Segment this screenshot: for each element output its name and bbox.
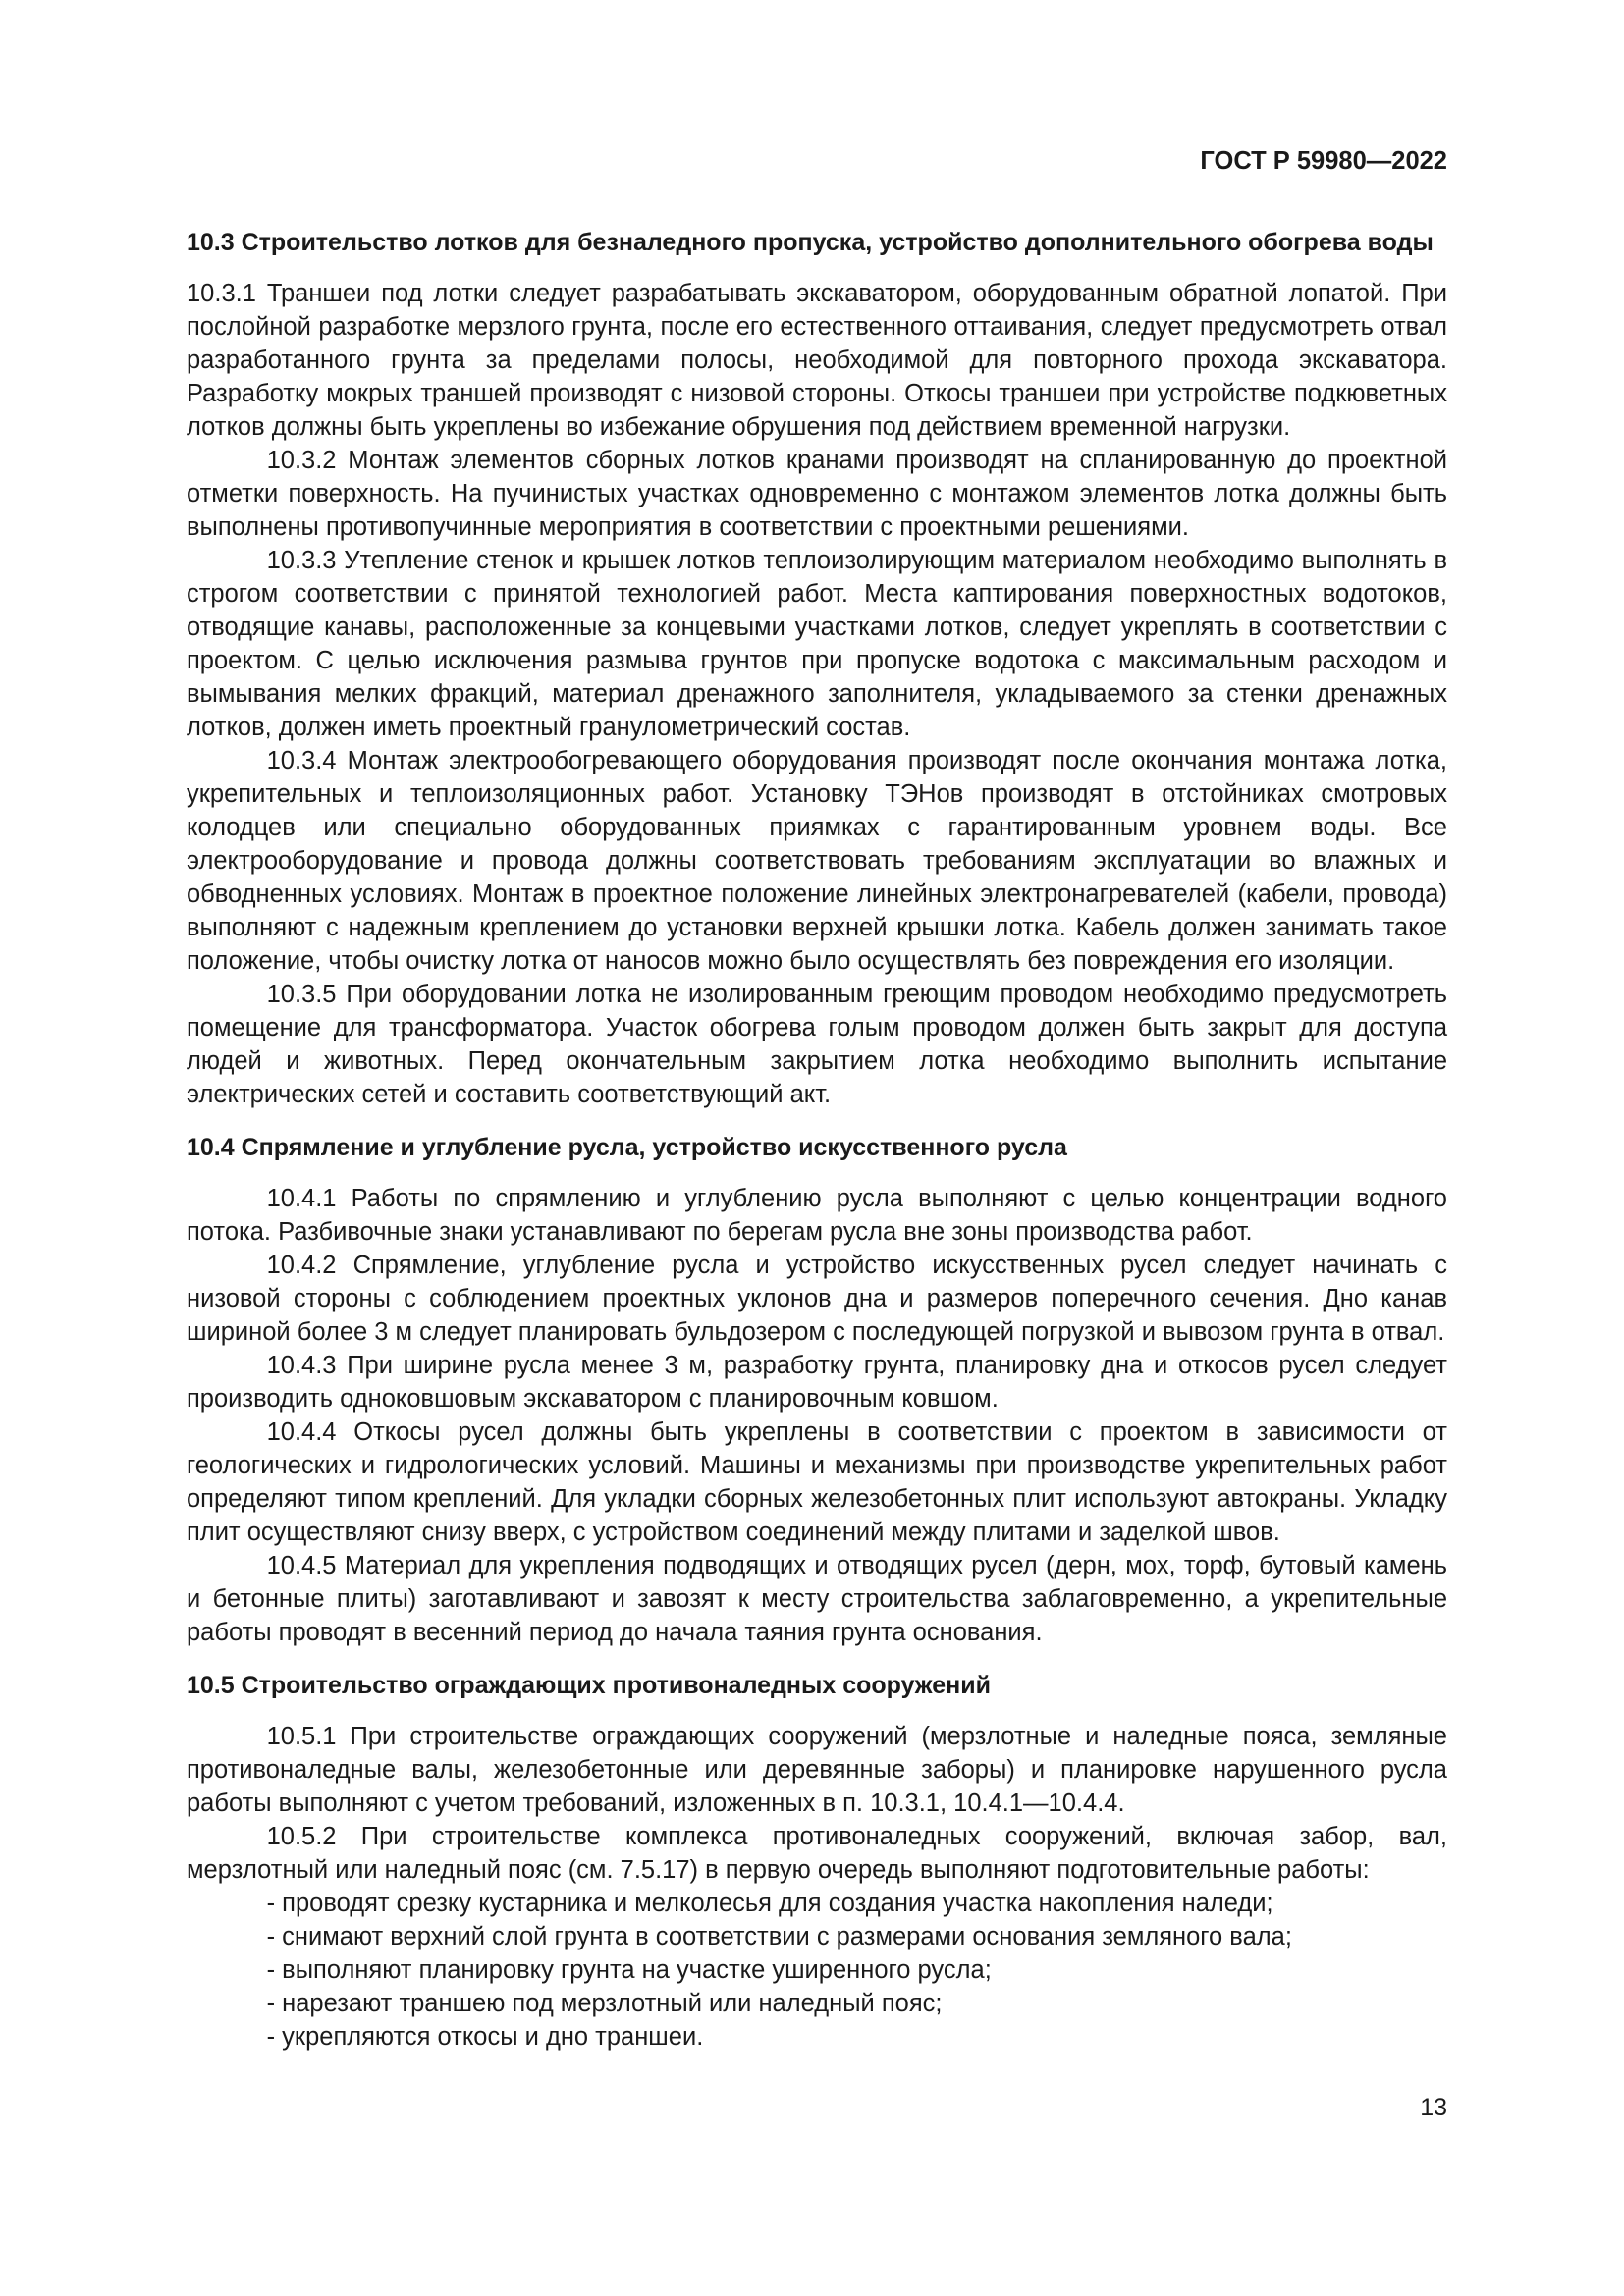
- section-10-4: [187, 1131, 1447, 1649]
- paragraph: 10.4.1 Работы по спрямлению и углублению русла выполняют с целью концентрации водного потока. Разбивочные знаки устанавливают по берегам русла вне зоны производства работ.: [187, 1185, 1447, 1246]
- section-heading: 10.5 Строительство ограждающих противоналедных сооружений: [187, 1672, 991, 1699]
- list-item: - снимают верхний слой грунта в соответствии с размерами основания земляного вала;: [266, 1923, 1292, 1950]
- section-heading: 10.4 Спрямление и углубление русла, устройство искусственного русла: [187, 1134, 1067, 1161]
- paragraph: 10.3.1 Траншеи под лотки следует разрабатывать экскаватором, оборудованным обратной лопатой. При послойной разработке мерзлого грунта, после его естественного оттаивания, следует предусмотреть отвал разработанного грунта за пределами полосы, необходимой для повторного прохода экскаватора. Разработку мокрых траншей производят с низовой стороны. Откосы траншеи при устройстве подкюветных лотков должны быть укреплены во избежание обрушения под действием временной нагрузки.: [187, 280, 1447, 441]
- list-item: - укрепляются откосы и дно траншеи.: [266, 2023, 704, 2051]
- page-number: 13: [1420, 2094, 1447, 2121]
- list-item: - нарезают траншею под мерзлотный или наледный пояс;: [266, 1990, 943, 2017]
- paragraph: 10.5.1 При строительстве ограждающих сооружений (мерзлотные и наледные пояса, земляные противоналедные валы, железобетонные или деревянные заборы) и планировке нарушенного русла работы выполняют с учетом требований, изложенных в п. 10.3.1, 10.4.1—10.4.4.: [187, 1723, 1447, 1817]
- preparatory-works-list: [187, 1887, 1447, 2054]
- paragraph: 10.4.3 При ширине русла менее 3 м, разработку грунта, планировку дна и откосов русел следует производить одноковшовым экскаватором с планировочным ковшом.: [187, 1352, 1447, 1413]
- paragraph: 10.3.3 Утепление стенок и крышек лотков теплоизолирующим материалом необходимо выполнять в строгом соответствии с принятой технологией работ. Места каптирования поверхностных водотоков, отводящие канавы, расположенные за концевыми участками лотков, следует укреплять в соответствии с проектом. С целью исключения размыва грунтов при пропуске водотока с максимальным расходом и вымывания мелких фракций, материал дренажного заполнителя, укладываемого за стенки дренажных лотков, должен иметь проектный гранулометрический состав.: [187, 547, 1447, 741]
- section-heading: [187, 226, 1447, 259]
- section-10-3: [187, 226, 1447, 1111]
- list-item: - проводят срезку кустарника и мелколесья для создания участка накопления наледи;: [266, 1890, 1273, 1917]
- section-heading-text: 10.3 Строительство лотков для безналедного пропуска, устройство дополнительного обогрева воды: [187, 229, 1434, 256]
- paragraph: 10.4.4 Откосы русел должны быть укреплены в соответствии с проектом в зависимости от геологических и гидрологических условий. Машины и механизмы при производстве укрепительных работ определяют типом креплений. Для укладки сборных железобетонных плит используют автокраны. Укладку плит осуществляют снизу вверх, с устройством соединений между плитами и заделкой швов.: [187, 1418, 1447, 1546]
- paragraph: 10.4.5 Материал для укрепления подводящих и отводящих русел (дерн, мох, торф, бутовый камень и бетонные плиты) заготавливают и завозят к месту строительства заблаговременно, а укрепительные работы проводят в весенний период до начала таяния грунта основания.: [187, 1552, 1447, 1646]
- document-id-header: ГОСТ Р 59980—2022: [1200, 147, 1447, 175]
- paragraph: 10.3.4 Монтаж электрообогревающего оборудования производят после окончания монтажа лотка, укрепительных и теплоизоляционных работ. Установку ТЭНов производят в отстойниках смотровых колодцев или специально оборудованных приямках с гарантированным уровнем воды. Все электрооборудование и провода должны соответствовать требованиям эксплуатации во влажных и обводненных условиях. Монтаж в проектное положение линейных электронагревателей (кабели, провода) выполняют с надежным креплением до установки верхней крышки лотка. Кабель должен занимать такое положение, чтобы очистку лотка от наносов можно было осуществлять без повреждения его изоляции.: [187, 747, 1447, 975]
- document-body: [187, 226, 1447, 2054]
- paragraph: 10.3.2 Монтаж элементов сборных лотков кранами производят на спланированную до проектной отметки поверхность. На пучинистых участках одновременно с монтажом элементов лотка должны быть выполнены противопучинные мероприятия в соответствии с проектными решениями.: [187, 447, 1447, 541]
- list-item: - выполняют планировку грунта на участке уширенного русла;: [266, 1956, 992, 1984]
- paragraph: 10.5.2 При строительстве комплекса противоналедных сооружений, включая забор, вал, мерзлотный или наледный пояс (см. 7.5.17) в первую очередь выполняют подготовительные работы:: [187, 1823, 1447, 1884]
- paragraph: 10.3.5 При оборудовании лотка не изолированным греющим проводом необходимо предусмотреть помещение для трансформатора. Участок обогрева голым проводом должен быть закрыт для доступа людей и животных. Перед окончательным закрытием лотка необходимо выполнить испытание электрических сетей и составить соответствующий акт.: [187, 981, 1447, 1108]
- paragraph: 10.4.2 Спрямление, углубление русла и устройство искусственных русел следует начинать с низовой стороны с соблюдением проектных уклонов дна и размеров поперечного сечения. Дно канав шириной более 3 м следует планировать бульдозером с последующей погрузкой и вывозом грунта в отвал.: [187, 1252, 1447, 1346]
- section-10-5: [187, 1669, 1447, 2054]
